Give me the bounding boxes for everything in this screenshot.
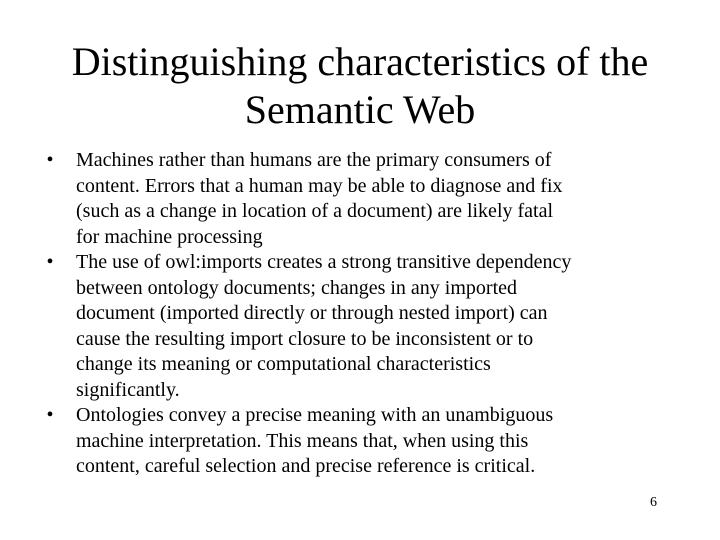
bullet-line: significantly. <box>76 378 180 401</box>
page-number: 6 <box>650 495 657 510</box>
bullet-line: document (imported directly or through nested import) can <box>76 302 548 324</box>
bullet-line: change its meaning or computational characteristics <box>76 353 491 375</box>
bullet-item-ontologies <box>40 403 680 480</box>
bullet-line: The use of owl:imports creates a strong transitive dependency <box>76 251 572 273</box>
bullet-item-machines <box>40 148 680 250</box>
slide-title-line-1: Distinguishing characteristics of the <box>71 39 649 84</box>
bullet-line: (such as a change in location of a document) are likely fatal <box>76 200 554 222</box>
slide-title-line-2: Semantic Web <box>244 87 476 132</box>
bullet-icon: • <box>46 404 54 426</box>
bullet-item-owl-imports <box>40 250 680 403</box>
bullet-icon: • <box>46 149 54 171</box>
bullet-list <box>40 148 680 480</box>
bullet-line: Machines rather than humans are the primary consumers of <box>76 149 552 171</box>
bullet-line: machine interpretation. This means that, when using this <box>76 429 529 452</box>
bullet-line: content, careful selection and precise reference is critical. <box>76 455 536 477</box>
bullet-line: Ontologies convey a precise meaning with an unambiguous <box>76 404 554 426</box>
bullet-line: between ontology documents; changes in any imported <box>76 276 518 299</box>
slide-title <box>40 38 680 134</box>
bullet-icon: • <box>46 251 54 273</box>
bullet-line: cause the resulting import closure to be inconsistent or to <box>76 327 534 350</box>
bullet-line: for machine processing <box>76 225 263 248</box>
bullet-line: content. Errors that a human may be able to diagnose and fix <box>76 174 563 197</box>
